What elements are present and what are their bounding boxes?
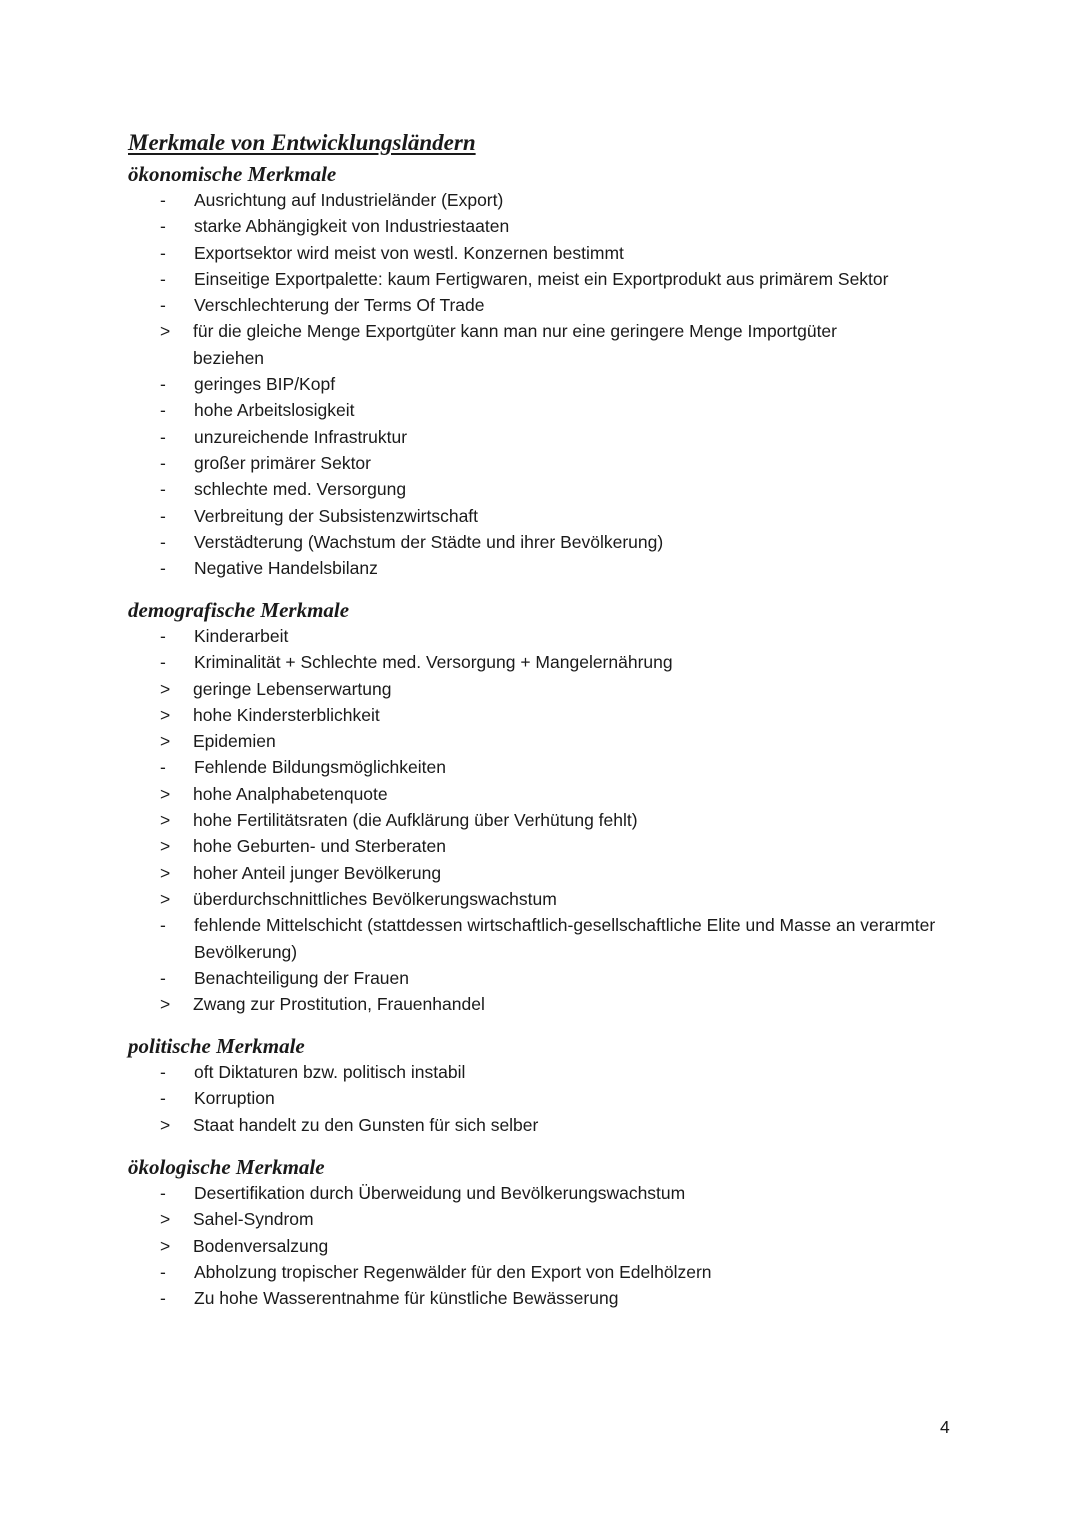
- item-list: [128, 1180, 1008, 1311]
- page-number: 4: [940, 1417, 950, 1437]
- sub-list-item: > geringe Lebenserwartung: [128, 676, 883, 702]
- section-heading: demografische Merkmale: [128, 598, 350, 622]
- sub-list-item: > hohe Analphabetenquote: [128, 781, 883, 807]
- list-item: [128, 1285, 954, 1311]
- list-item-text: Kriminalität + Schlechte med. Versorgung + Mangelernährung: [194, 652, 673, 673]
- item-list: [128, 187, 1008, 581]
- sub-list-item: > hohe Geburten- und Sterberaten: [128, 833, 883, 859]
- list-item-text: großer primärer Sektor: [194, 452, 371, 473]
- sub-list-item: > hohe Kindersterblichkeit: [128, 702, 883, 728]
- list-item: [128, 1180, 954, 1206]
- sub-list: [128, 676, 1008, 755]
- list-item: [128, 529, 954, 555]
- section-ecological: [128, 1154, 1008, 1311]
- list-item: [128, 240, 954, 266]
- sub-list: [128, 991, 1008, 1017]
- sub-list-item: > Zwang zur Prostitution, Frauenhandel: [128, 991, 883, 1017]
- list-item-text: Abholzung tropischer Regenwälder für den Export von Edelhölzern: [194, 1261, 712, 1282]
- list-item-text: Verschlechterung der Terms Of Trade: [194, 295, 485, 316]
- list-item: [128, 213, 954, 239]
- sub-list-item: > Sahel-Syndrom: [128, 1206, 883, 1232]
- section-political: [128, 1033, 1008, 1138]
- section-economic: [128, 161, 1008, 581]
- list-item: [128, 450, 954, 476]
- section-heading: ökonomische Merkmale: [128, 162, 337, 186]
- list-item-text: Verbreitung der Subsistenzwirtschaft: [194, 505, 479, 526]
- list-item-text: Exportsektor wird meist von westl. Konzernen bestimmt: [194, 242, 624, 263]
- list-item-text: Fehlende Bildungsmöglichkeiten: [194, 757, 446, 778]
- list-item: [128, 555, 954, 581]
- list-item: [128, 912, 954, 965]
- sub-list-item: > überdurchschnittliches Bevölkerungswachstum: [128, 886, 883, 912]
- list-item: [128, 1259, 954, 1285]
- sub-list: [128, 318, 1008, 371]
- item-list: [128, 623, 1008, 1017]
- list-item-text: Einseitige Exportpalette: kaum Fertigwaren, meist ein Exportprodukt aus primärem Sektor: [194, 268, 889, 289]
- list-item-text: Korruption: [194, 1088, 275, 1109]
- list-item-text: starke Abhängigkeit von Industriestaaten: [194, 216, 510, 237]
- list-item-text: geringes BIP/Kopf: [194, 374, 336, 395]
- list-item-text: Negative Handelsbilanz: [194, 558, 378, 579]
- sub-list-item: > Staat handelt zu den Gunsten für sich selber: [128, 1112, 883, 1138]
- sub-list-item: > Bodenversalzung: [128, 1233, 883, 1259]
- list-item-text: Zu hohe Wasserentnahme für künstliche Bewässerung: [194, 1288, 619, 1309]
- list-item: [128, 1085, 954, 1111]
- list-item-text: oft Diktaturen bzw. politisch instabil: [194, 1062, 466, 1082]
- list-item: [128, 623, 954, 649]
- list-item: [128, 397, 954, 423]
- list-item: [128, 1059, 954, 1085]
- list-item: [128, 503, 954, 529]
- page-title: Merkmale von Entwicklungsländern: [128, 130, 476, 155]
- sub-list: [128, 1112, 1008, 1138]
- list-item-text: Verstädterung (Wachstum der Städte und ihrer Bevölkerung): [194, 531, 664, 552]
- list-item: [128, 371, 954, 397]
- list-item-text: Benachteiligung der Frauen: [194, 967, 410, 988]
- list-item: [128, 476, 954, 502]
- list-item-text: hohe Arbeitslosigkeit: [194, 400, 355, 421]
- list-item: [128, 965, 954, 991]
- list-item: [128, 754, 954, 780]
- section-demographic: [128, 597, 1008, 1017]
- list-item: [128, 292, 954, 318]
- list-item: [128, 187, 954, 213]
- list-item: [128, 649, 954, 675]
- sub-list: [128, 781, 1008, 912]
- list-item-text: unzureichende Infrastruktur: [194, 426, 408, 447]
- list-item-text: fehlende Mittelschicht (stattdessen wirtschaftlich-gesellschaftliche Elite und Masse an verarmter Bevölkerung): [194, 915, 936, 962]
- item-list: [128, 1059, 1008, 1138]
- sub-list-item: > für die gleiche Menge Exportgüter kann man nur eine geringere Menge Importgüter beziehen: [128, 318, 883, 371]
- sub-list-item: > hoher Anteil junger Bevölkerung: [128, 860, 883, 886]
- sub-list: [128, 1206, 1008, 1259]
- list-item-text: schlechte med. Versorgung: [194, 479, 407, 500]
- sub-list-item: > hohe Fertilitätsraten (die Aufklärung über Verhütung fehlt): [128, 807, 883, 833]
- list-item-text: Desertifikation durch Überweidung und Bevölkerungswachstum: [194, 1183, 686, 1203]
- section-heading: politische Merkmale: [128, 1034, 305, 1058]
- list-item: [128, 266, 954, 292]
- list-item: [128, 424, 954, 450]
- sub-list-item: > Epidemien: [128, 728, 883, 754]
- list-item-text: Ausrichtung auf Industrieländer (Export): [194, 190, 504, 210]
- list-item-text: Kinderarbeit: [194, 626, 289, 646]
- section-heading: ökologische Merkmale: [128, 1155, 325, 1179]
